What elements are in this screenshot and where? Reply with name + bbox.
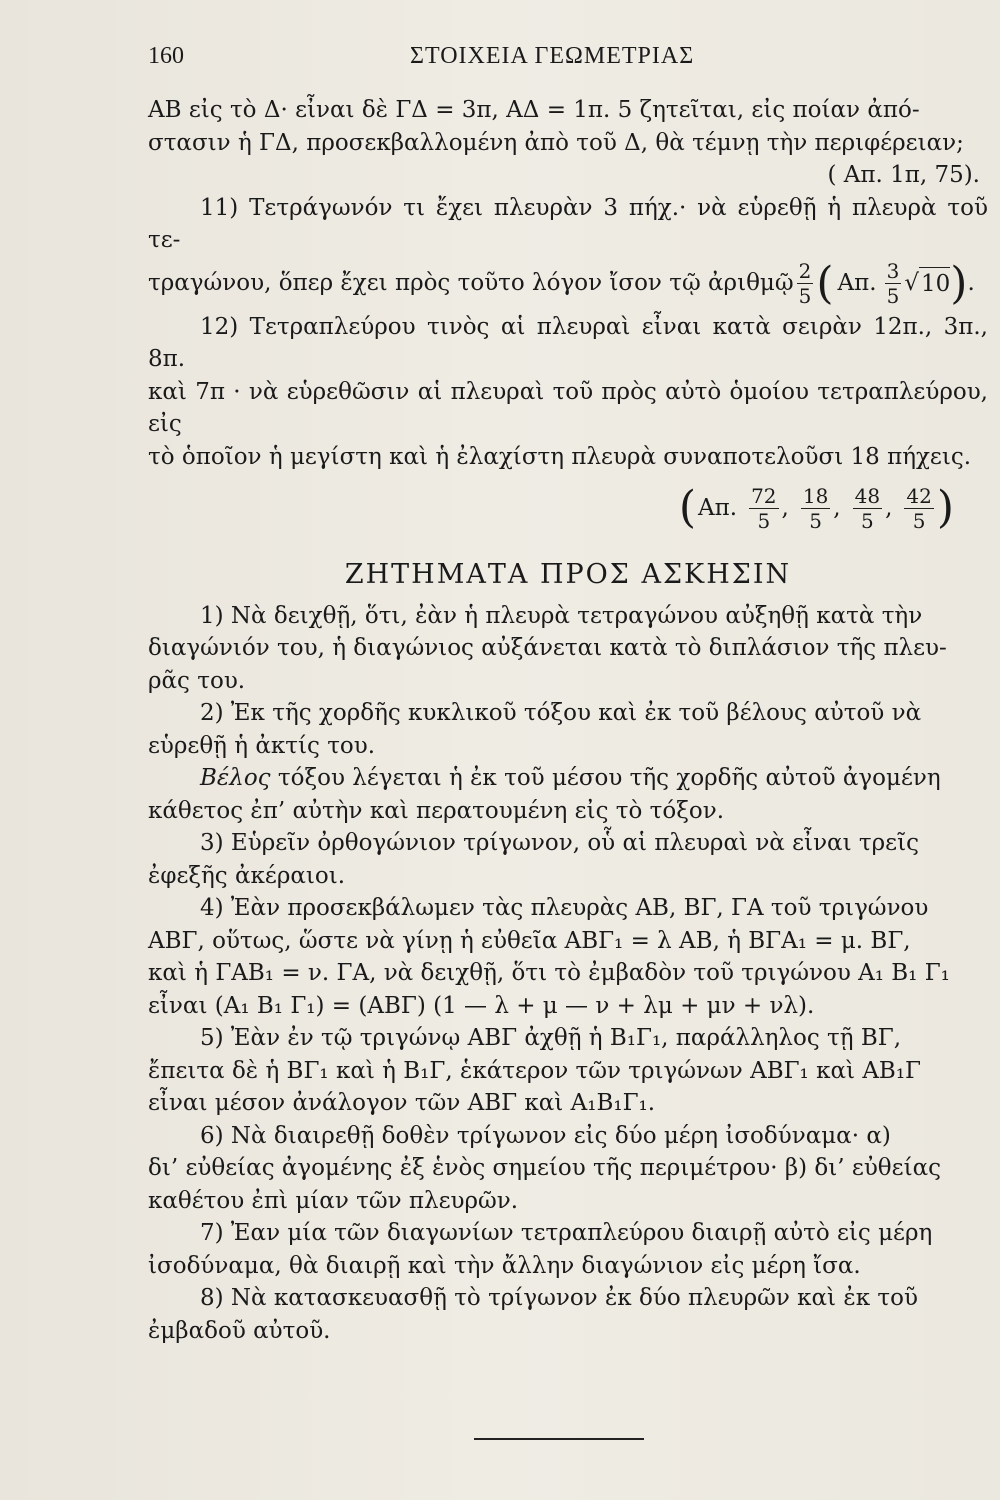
exercise-3-line-2: ἐφεξῆς ἀκέραιοι. bbox=[148, 862, 346, 889]
problem-11-line-1: 11) Τετράγωνόν τι ἔχει πλευρὰν 3 πήχ.· νὰ εὑρεθῇ ἡ πλευρὰ τοῦ τε- bbox=[148, 194, 988, 253]
exercise-2-definition-line-1 bbox=[148, 762, 988, 795]
problem-11-fraction-denominator: 5 bbox=[798, 284, 812, 308]
exercise-4-line-3: καὶ ἡ ΓΑΒ₁ = ν. ΓΑ, νὰ δειχθῇ, ὅτι τὸ ἐμβαδὸν τοῦ τριγώνου Α₁ Β₁ Γ₁ bbox=[148, 960, 950, 986]
section-heading: ΖΗΤΗΜΑΤΑ ΠΡΟΣ ΑΣΚΗΣΙΝ bbox=[344, 559, 792, 590]
problem-11-fraction bbox=[797, 261, 814, 306]
problem-12-line-3: τὸ ὁποῖον ἡ μεγίστη καὶ ἡ ἐλαχίστη πλευρὰ συναποτελοῦσι 18 πήχεις. bbox=[148, 443, 972, 470]
period: . bbox=[967, 270, 975, 297]
exercise-2-line-2: εὑρεθῇ ἡ ἀκτίς του. bbox=[148, 732, 376, 759]
exercise-4-line-2: ΑΒΓ, οὕτως, ὥστε νὰ γίνῃ ἡ εὐθεῖα ΑΒΓ₁ = λ ΑΒ, ἡ ΒΓΑ₁ = μ. ΒΓ, bbox=[148, 927, 911, 954]
answer-close-paren: ) bbox=[936, 482, 954, 533]
fraction-1-numerator: 72 bbox=[751, 483, 777, 508]
exercise-6-line-3: καθέτου ἐπὶ μίαν τῶν πλευρῶν. bbox=[148, 1187, 519, 1214]
definition-term: Βέλος bbox=[200, 765, 271, 791]
fraction-2-denominator: 5 bbox=[809, 508, 822, 533]
exercise-1-line-2: διαγώνιόν του, ἡ διαγώνιος αὐξάνεται κατὰ τὸ διπλάσιον τῆς πλευ- bbox=[148, 635, 947, 661]
problem-11-answer-fraction bbox=[885, 261, 902, 306]
problem-11-text: τραγώνου, ὅπερ ἔχει πρὸς τοῦτο λόγον ἴσον τῷ ἀριθμῷ bbox=[148, 270, 794, 297]
fraction-4-denominator: 5 bbox=[912, 508, 926, 533]
problem-12-answer bbox=[148, 473, 988, 543]
answer-fraction-3 bbox=[853, 483, 882, 533]
page-header bbox=[148, 40, 988, 76]
definition-text: τόξου λέγεται ἡ ἐκ τοῦ μέσου τῆς χορδῆς αὐτοῦ ἀγομένη bbox=[270, 765, 941, 791]
problem-12-line-2: καὶ 7π · νὰ εὑρεθῶσιν αἱ πλευραὶ τοῦ πρὸς αὐτὸ ὁμοίου τετραπλεύρου, εἰς bbox=[148, 378, 988, 437]
comma: , bbox=[885, 494, 893, 521]
exercise-5-line-3: εἶναι μέσον ἀνάλογον τῶν ΑΒΓ καὶ Α₁Β₁Γ₁. bbox=[148, 1090, 656, 1116]
fraction-1-denominator: 5 bbox=[757, 508, 771, 533]
exercise-6-line-1: 6) Νὰ διαιρεθῇ δοθὲν τρίγωνον εἰς δύο μέρη ἰσοδύναμα· α) bbox=[200, 1122, 891, 1149]
answer-fraction-1 bbox=[749, 483, 778, 533]
exercise-5-line-2: ἔπειτα δὲ ἡ ΒΓ₁ καὶ ἡ Β₁Γ, ἑκάτερον τῶν τριγώνων ΑΒΓ₁ καὶ ΑΒ₁Γ bbox=[148, 1057, 922, 1084]
answer-open-paren: ( bbox=[816, 257, 834, 309]
exercise-4-line-4: εἶναι (Α₁ Β₁ Γ₁) = (ΑΒΓ) (1 — λ + μ — ν + λμ + μν + νλ). bbox=[148, 992, 815, 1019]
comma: , bbox=[833, 494, 841, 521]
problem-11-fraction-numerator: 2 bbox=[798, 259, 812, 283]
running-title: ΣΤΟΙΧΕΙΑ ΓΕΩΜΕΤΡΙΑΣ bbox=[410, 43, 695, 69]
exercise-6-line-2: δι’ εὐθείας ἀγομένης ἐξ ἑνὸς σημείου τῆς περιμέτρου· β) δι’ εὐθείας bbox=[148, 1155, 942, 1181]
problem-11-answer-denominator: 5 bbox=[886, 284, 900, 308]
answer-fraction-2 bbox=[801, 483, 830, 533]
answer-open-paren: ( bbox=[678, 482, 697, 533]
exercise-3-line-1: 3) Εὑρεῖν ὀρθογώνιον τρίγωνον, οὗ αἱ πλευραὶ νὰ εἶναι τρεῖς bbox=[200, 830, 919, 856]
problem-11-line-2 bbox=[148, 257, 988, 311]
page-number: 160 bbox=[148, 43, 184, 69]
problem-11-answer-numerator: 3 bbox=[886, 259, 900, 283]
problem-11-answer-label: Απ. bbox=[837, 270, 877, 297]
exercise-1-line-3: ρᾶς του. bbox=[148, 667, 246, 694]
answer-close-paren: ) bbox=[950, 257, 968, 309]
problem-12-answer-label: Απ. bbox=[698, 494, 738, 521]
exercise-2-line-1: 2) Ἐκ τῆς χορδῆς κυκλικοῦ τόξου καὶ ἐκ τοῦ βέλους αὐτοῦ νὰ bbox=[200, 700, 922, 726]
end-rule bbox=[474, 1438, 644, 1440]
exercise-1-line-1: 1) Νὰ δειχθῇ, ὅτι, ἐὰν ἡ πλευρὰ τετραγώνου αὐξηθῇ κατὰ τὴν bbox=[200, 602, 923, 629]
fraction-2-numerator: 18 bbox=[802, 483, 829, 508]
exercise-2-definition-line-2: κάθετος ἐπ’ αὐτὴν καὶ περατουμένη εἰς τὸ τόξον. bbox=[148, 797, 725, 824]
problem-11-radicand: 10 bbox=[919, 267, 950, 301]
fraction-3-numerator: 48 bbox=[854, 483, 881, 508]
fraction-3-denominator: 5 bbox=[860, 508, 874, 533]
exercise-8-line-2: ἐμβαδοῦ αὐτοῦ. bbox=[148, 1317, 331, 1344]
exercise-7-line-2: ἰσοδύναμα, θὰ διαιρῇ καὶ τὴν ἄλλην διαγώνιον εἰς μέρη ἴσα. bbox=[148, 1252, 861, 1279]
answer-fraction-4 bbox=[904, 483, 933, 533]
exercise-5-line-1: 5) Ἐὰν ἐν τῷ τριγώνῳ ΑΒΓ ἀχθῇ ἡ Β₁Γ₁, παράλληλος τῇ ΒΓ, bbox=[200, 1025, 902, 1051]
problem-10-answer: ( Απ. 1π, 75). bbox=[827, 162, 980, 188]
page-content bbox=[148, 40, 988, 1347]
comma: , bbox=[781, 494, 789, 521]
exercise-8-line-1: 8) Νὰ κατασκευασθῇ τὸ τρίγωνον ἐκ δύο πλευρῶν καὶ ἐκ τοῦ bbox=[200, 1285, 918, 1311]
exercise-7-line-1: 7) Ἐαν μία τῶν διαγωνίων τετραπλεύρου διαιρῇ αὐτὸ εἰς μέρη bbox=[200, 1220, 933, 1246]
problem-10-line-2: στασιν ἡ ΓΔ, προσεκβαλλομένη ἀπὸ τοῦ Δ, θὰ τέμνῃ τὴν περιφέρειαν; bbox=[148, 129, 964, 156]
problem-12-line-1: 12) Τετραπλεύρου τινὸς αἱ πλευραὶ εἶναι κατὰ σειρὰν 12π., 3π., 8π. bbox=[148, 313, 988, 372]
fraction-4-numerator: 42 bbox=[906, 483, 932, 508]
problem-10-line-1: ΑΒ εἰς τὸ Δ· εἶναι δὲ ΓΔ = 3π, ΑΔ = 1π. 5 ζητεῖται, εἰς ποίαν ἀπό- bbox=[148, 97, 920, 123]
sqrt-sign: √ bbox=[904, 270, 919, 297]
exercise-4-line-1: 4) Ἐὰν προσεκβάλωμεν τὰς πλευρὰς ΑΒ, ΒΓ, ΓΑ τοῦ τριγώνου bbox=[200, 895, 929, 921]
